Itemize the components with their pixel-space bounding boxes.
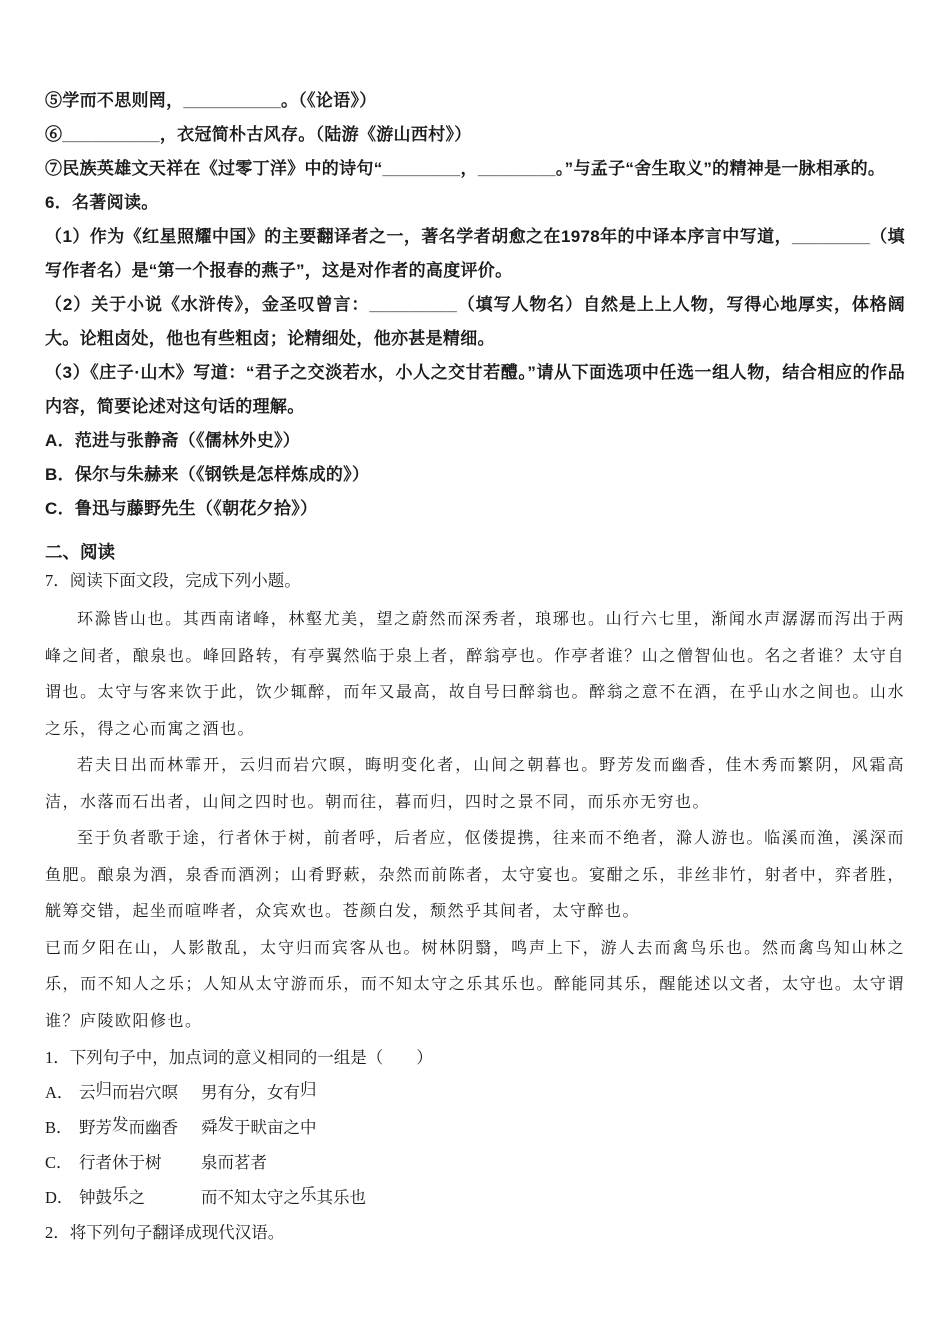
dotted-word: 归	[95, 1080, 112, 1099]
question-6-sub-3: （3）《庄子·山木》写道：“君子之交淡若水，小人之交甘若醴。”请从下面选项中任选一组人物，结合相应的作品内容，简要论述对这句话的理解。	[45, 363, 905, 416]
sub-question-2-stem: 2．将下列句子翻译成现代汉语。	[45, 1223, 285, 1242]
section-2-heading: 二、阅读	[45, 542, 115, 562]
dotted-word: 归	[300, 1080, 317, 1099]
sub-question-1-option-c	[45, 1145, 905, 1180]
dotted-word: 发	[217, 1115, 234, 1134]
passage-paragraph-4: 已而夕阳在山，人影散乱，太守归而宾客从也。树林阴翳，鸣声上下，游人去而禽鸟乐也。然而禽鸟知山林之乐，而不知人之乐；人知从太守游而乐，而不知太守之乐其乐也。醉能同其乐，醒能述以文者，太守也。太守谓谁？庐陵欧阳修也。	[45, 939, 905, 1030]
sub-question-1-option-d	[45, 1180, 905, 1215]
sub-question-1-stem: 1．下列句子中，加点词的意义相同的一组是（ ）	[45, 1048, 433, 1067]
option-phrase-1: 野芳发而幽香	[79, 1115, 178, 1137]
dotted-word: 发	[112, 1115, 129, 1134]
passage-paragraph-2: 若夫日出而林霏开，云归而岩穴暝，晦明变化者，山间之朝暮也。野芳发而幽香，佳木秀而繁阴，风霜高洁，水落而石出者，山间之四时也。朝而往，暮而归，四时之景不同，而乐亦无穷也。	[45, 757, 905, 811]
fill-blank-item-7: ⑦民族英雄文天祥在《过零丁洋》中的诗句“________，________。”与孟子“舍生取义”的精神是一脉相承的。	[45, 159, 886, 178]
fill-blank-item-6: ⑥__________，衣冠简朴古风存。（陆游《游山西村》）	[45, 125, 472, 144]
option-phrase-2: 男有分，女有归	[201, 1080, 317, 1102]
question-6-sub-1: （1）作为《红星照耀中国》的主要翻译者之一，著名学者胡愈之在1978年的中译本序言中写道，________（填写作者名）是“第一个报春的燕子”，这是对作者的高度评价。	[45, 227, 905, 280]
option-phrase-1: 钟鼓乐之	[79, 1185, 145, 1207]
sub-question-1-option-a	[45, 1075, 905, 1110]
reading-passage	[45, 602, 905, 1040]
option-label: B．	[45, 1118, 73, 1137]
option-label: A．	[45, 1083, 74, 1102]
question-7-stem: 7．阅读下面文段，完成下列小题。	[45, 571, 301, 590]
option-phrase-2: 泉而茗者	[201, 1153, 267, 1172]
option-phrase-2: 舜发于畎亩之中	[201, 1115, 317, 1137]
passage-paragraph-1: 环滁皆山也。其西南诸峰，林壑尤美，望之蔚然而深秀者，琅琊也。山行六七里，渐闻水声潺潺而泻出于两峰之间者，酿泉也。峰回路转，有亭翼然临于泉上者，醉翁亭也。作亭者谁？山之僧智仙也。名之者谁？太守自谓也。太守与客来饮于此，饮少辄醉，而年又最高，故自号曰醉翁也。醉翁之意不在酒，在乎山水之间也。山水之乐，得之心而寓之酒也。	[45, 611, 905, 738]
option-phrase-1: 行者休于树	[79, 1153, 162, 1172]
dotted-word: 乐	[300, 1185, 317, 1204]
option-phrase-2: 而不知太守之乐其乐也	[201, 1185, 366, 1207]
option-label: C．	[45, 1153, 73, 1172]
sub-question-1-option-b	[45, 1110, 905, 1145]
question-6-option-a: A．范进与张静斋（《儒林外史》）	[45, 431, 301, 450]
passage-paragraph-3: 至于负者歌于途，行者休于树，前者呼，后者应，伛偻提携，往来而不绝者，滁人游也。临溪而渔，溪深而鱼肥。酿泉为酒，泉香而酒洌；山肴野蔌，杂然而前陈者，太守宴也。宴酣之乐，非丝非竹，射者中，弈者胜，觥筹交错，起坐而喧哗者，众宾欢也。苍颜白发，颓然乎其间者，太守醉也。	[45, 830, 905, 920]
question-6-option-b: B．保尔与朱赫来（《钢铁是怎样炼成的》）	[45, 465, 370, 484]
option-label: D．	[45, 1188, 74, 1207]
question-6-sub-2: （2）关于小说《水浒传》，金圣叹曾言：_________（填写人物名）自然是上上人物，写得心地厚实，体格阔大。论粗卤处，他也有些粗卤；论精细处，他亦甚是精细。	[45, 295, 905, 348]
option-phrase-1: 云归而岩穴暝	[79, 1080, 178, 1102]
dotted-word: 乐	[112, 1185, 129, 1204]
fill-blank-item-5: ⑤学而不思则罔，__________。（《论语》）	[45, 91, 377, 110]
question-6-option-c: C．鲁迅与藤野先生（《朝花夕拾》）	[45, 499, 318, 518]
question-6-title: 6．名著阅读。	[45, 193, 159, 212]
